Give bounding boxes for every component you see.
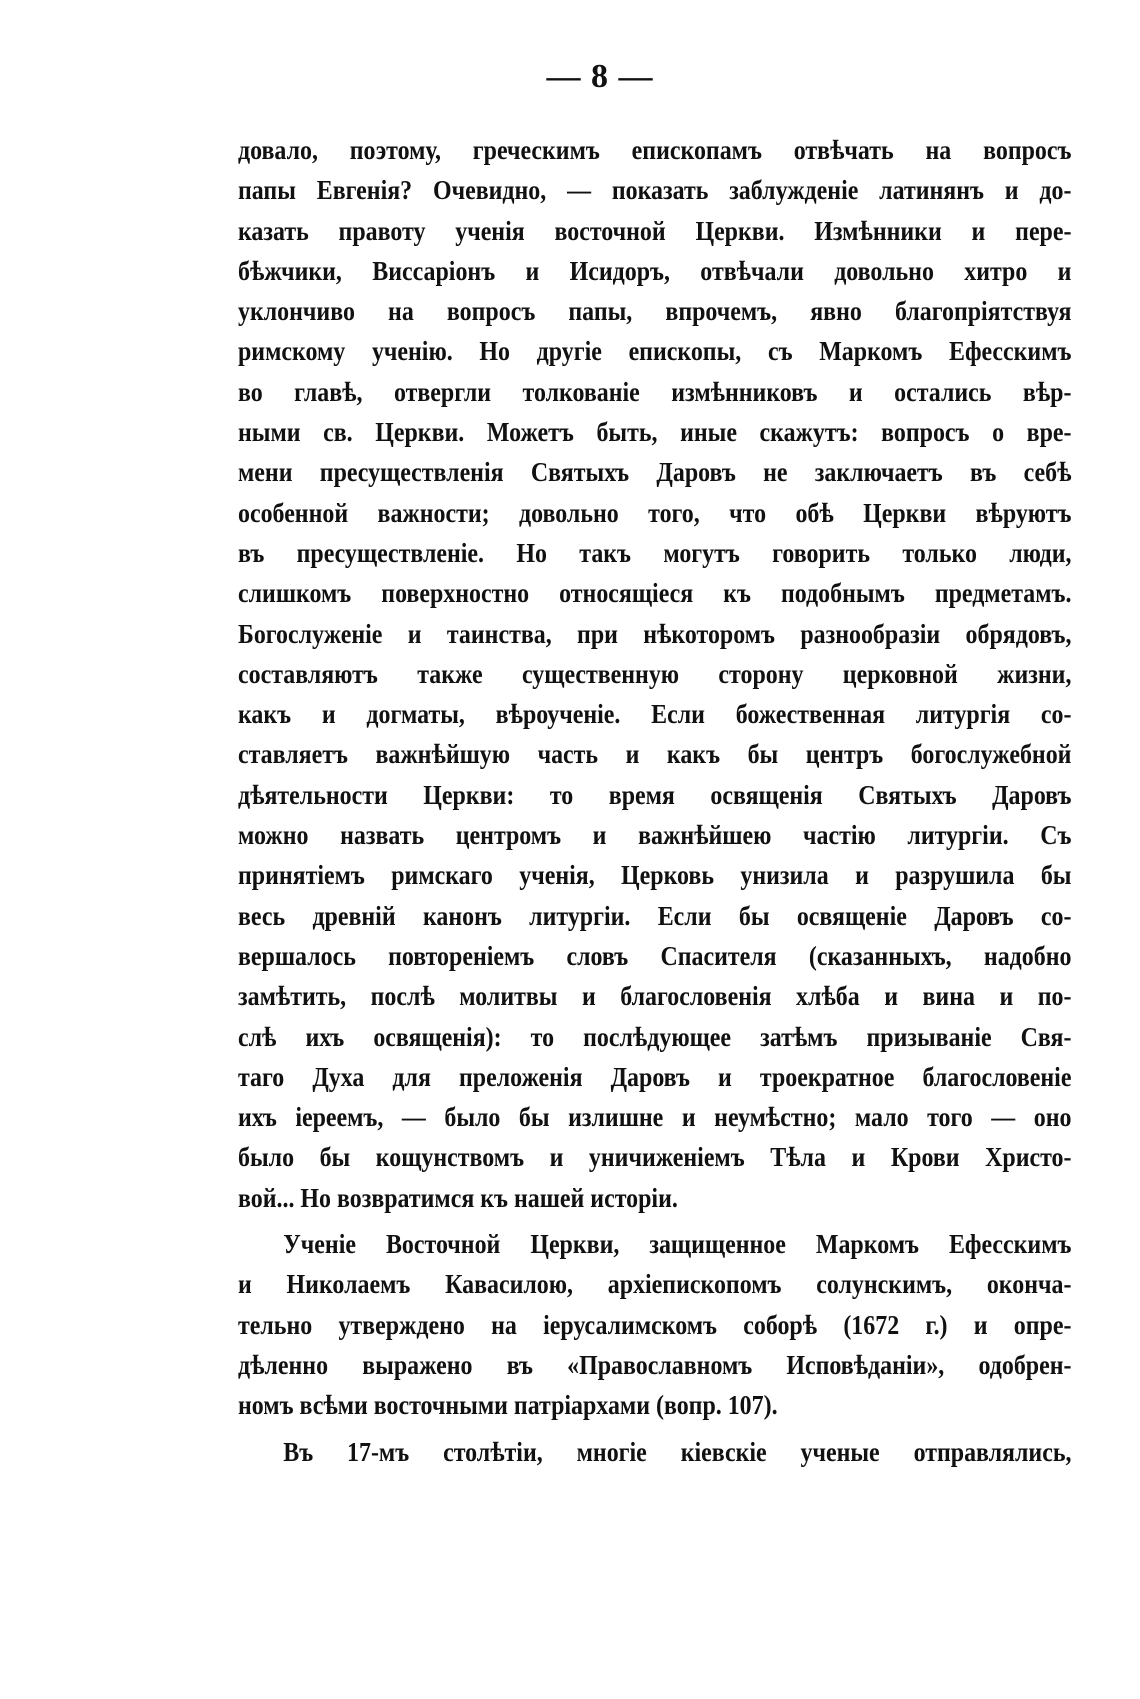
text-line: папы Евгенія? Очевидно, — показать заблужденіе латинянъ и до- <box>238 174 1072 206</box>
text-line: довало, поэтому, греческимъ епископамъ отвѣчать на вопросъ <box>238 134 1072 165</box>
text-line: какъ и догматы, вѣроученіе. Если божественная литургія со- <box>238 698 1072 730</box>
text-line: дѣленно выражено въ «Православномъ Исповѣданіи», одобрен- <box>238 1348 1072 1380</box>
text-line: особенной важности; довольно того, что обѣ Церкви вѣруютъ <box>238 496 1072 528</box>
text-line: бѣжчики, Виссаріонъ и Исидоръ, отвѣчали довольно хитро и <box>238 254 1072 286</box>
text-line: таго Духа для преложенія Даровъ и троекратное благословеніе <box>238 1060 1072 1092</box>
text-line: Ученіе Восточной Церкви, защищенное Маркомъ Ефесскимъ <box>283 1228 1072 1260</box>
text-line: весь древній канонъ литургіи. Если бы освященіе Даровъ со- <box>238 899 1072 931</box>
text-line: уклончиво на вопросъ папы, впрочемъ, явно благопріятствуя <box>238 295 1072 327</box>
text-line: номъ всѣми восточными патріархами (вопр. 107). <box>238 1389 778 1421</box>
text-line: ными св. Церкви. Можетъ быть, иные скажутъ: вопросъ о вре- <box>238 416 1072 448</box>
body-text <box>238 130 1072 1472</box>
text-line: въ пресуществленіе. Но такъ могутъ говорить только люди, <box>238 536 1072 568</box>
text-line: слѣ ихъ освященія): то послѣдующее затѣмъ призываніе Свя- <box>238 1020 1072 1052</box>
text-line: принятіемъ римскаго ученія, Церковь унизила и разрушила бы <box>238 859 1072 891</box>
text-line: можно назвать центромъ и важнѣйшею частію литургіи. Съ <box>238 819 1072 851</box>
text-line: было бы кощунствомъ и уничиженіемъ Тѣла и Крови Христо- <box>238 1141 1072 1173</box>
text-line: Въ 17-мъ столѣтіи, многіе кіевскіе ученые отправлялись, <box>283 1435 1072 1467</box>
text-line: ихъ іереемъ, — было бы излишне и неумѣстно; мало того — оно <box>238 1101 1072 1133</box>
text-line: дѣятельности Церкви: то время освященія Святыхъ Даровъ <box>238 778 1072 810</box>
text-line: тельно утверждено на іерусалимскомъ соборѣ (1672 г.) и опре- <box>238 1308 1072 1340</box>
text-line: и Николаемъ Кавасилою, архіепископомъ солунскимъ, оконча- <box>238 1268 1072 1300</box>
text-line: казать правоту ученія восточной Церкви. Измѣнники и пере- <box>238 214 1072 246</box>
text-line: во главѣ, отвергли толкованіе измѣнниковъ и остались вѣр- <box>238 375 1072 407</box>
text-line: замѣтить, послѣ молитвы и благословенія хлѣба и вина и по- <box>238 980 1072 1012</box>
text-line: мени пресуществленія Святыхъ Даровъ не заключаетъ въ себѣ <box>238 456 1072 488</box>
text-line: ставляетъ важнѣйшую часть и какъ бы центръ богослужебной <box>238 738 1072 770</box>
text-line: составляютъ также существенную сторону церковной жизни, <box>238 657 1072 689</box>
text-line: вой... Но возвратимся къ нашей исторіи. <box>238 1181 678 1213</box>
text-line: слишкомъ поверхностно относящіеся къ подобнымъ предметамъ. <box>238 577 1072 609</box>
text-line: Богослуженіе и таинства, при нѣкоторомъ разнообразіи обрядовъ, <box>238 617 1072 649</box>
text-line: римскому ученію. Но другіе епископы, съ Маркомъ Ефесскимъ <box>238 335 1072 367</box>
text-line: вершалось повтореніемъ словъ Спасителя (сказанныхъ, надобно <box>238 939 1072 971</box>
page-number: — 8 — <box>546 58 654 95</box>
